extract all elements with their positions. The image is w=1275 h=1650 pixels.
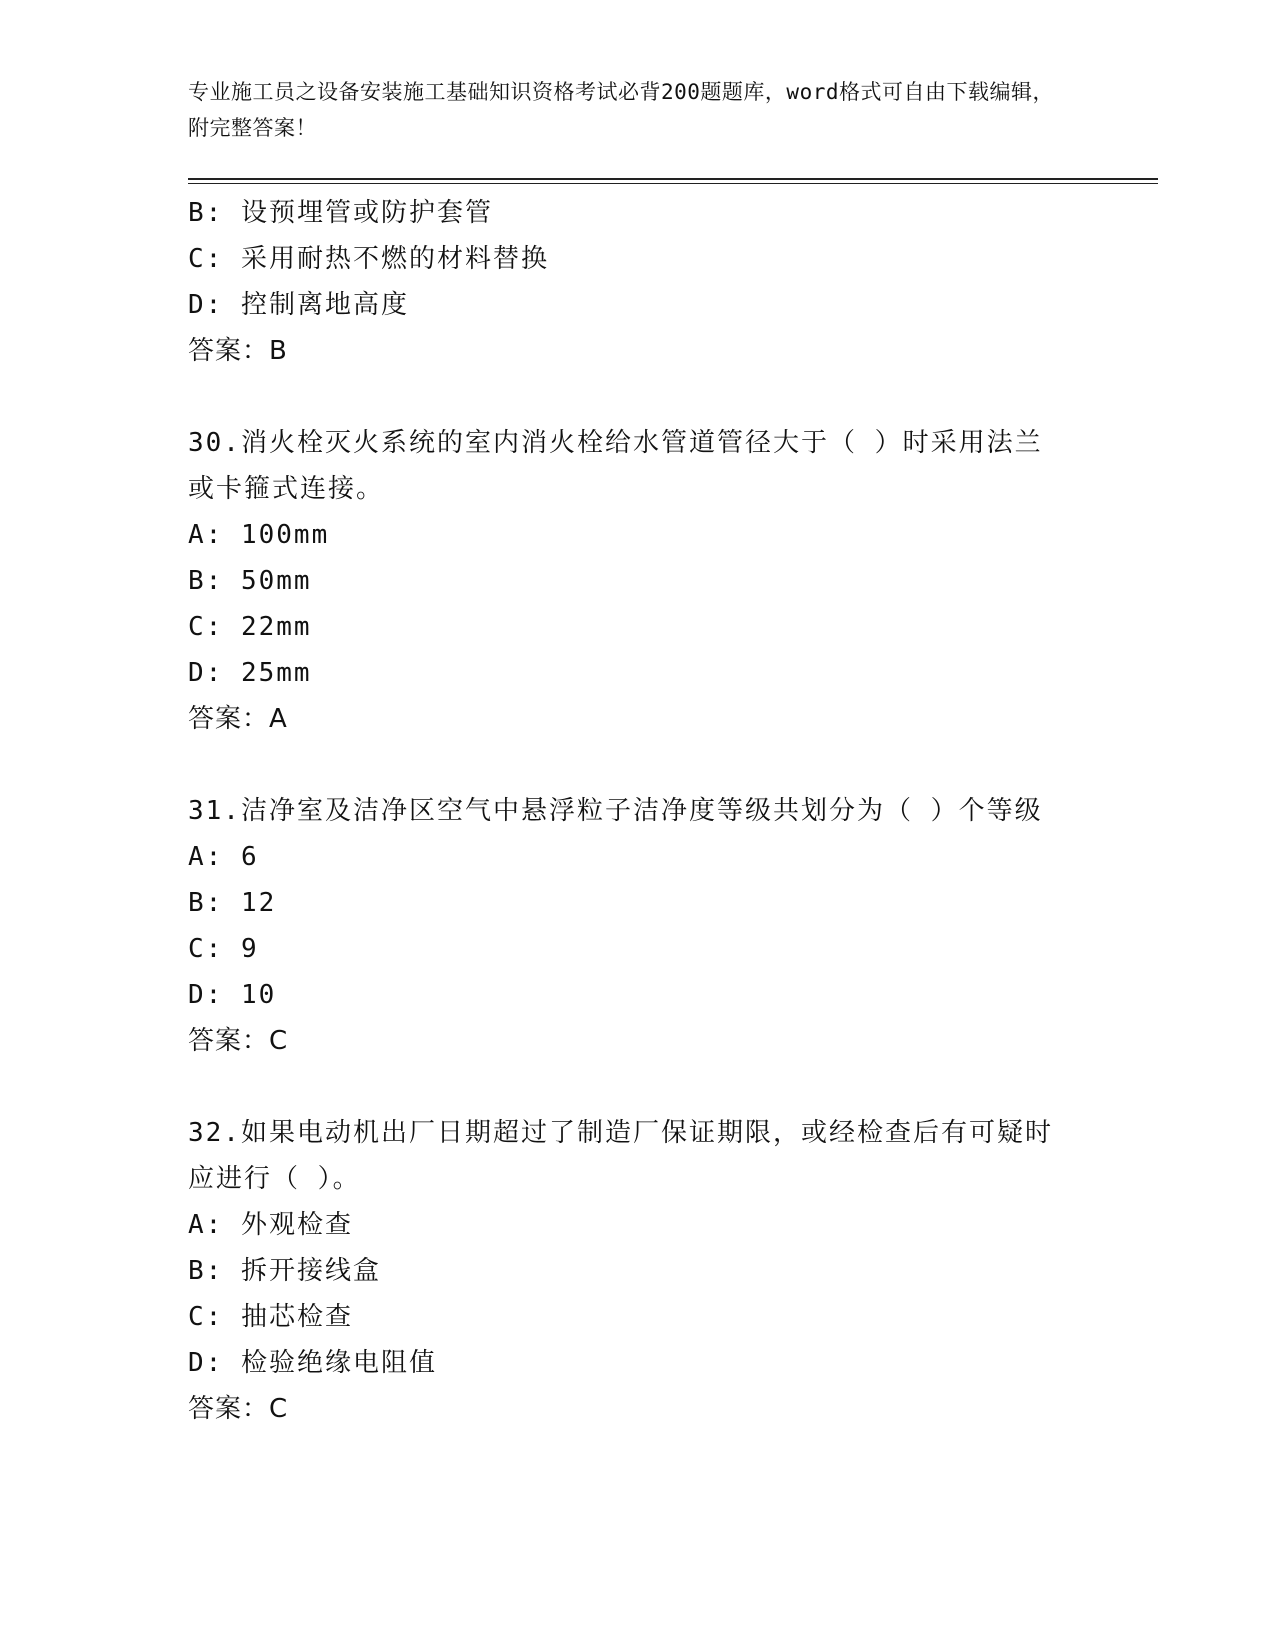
answer-label: 答案：B — [188, 336, 288, 366]
question-list — [188, 190, 1088, 1432]
question-text: 32.如果电动机出厂日期超过了制造厂保证期限，或经检查后有可疑时应进行（ ）。 — [188, 1118, 1053, 1194]
question-text: 31.洁净室及洁净区空气中悬浮粒子洁净度等级共划分为（ ）个等级 — [188, 796, 1043, 826]
option-b: B: 拆开接线盒 — [188, 1256, 381, 1286]
option-b: B: 50mm — [188, 566, 312, 596]
option-c: C: 22mm — [188, 612, 312, 642]
document-header: 专业施工员之设备安装施工基础知识资格考试必背200题题库，word格式可自由下载编辑，附完整答案！ — [188, 80, 1054, 140]
option-d: D: 控制离地高度 — [188, 290, 409, 320]
option-a: A: 外观检查 — [188, 1210, 353, 1240]
option-d: D: 25mm — [188, 658, 312, 688]
question-29-tail — [188, 190, 1088, 374]
header-divider-thick — [188, 178, 1158, 180]
option-b: B: 12 — [188, 888, 277, 918]
option-c: C: 抽芯检查 — [188, 1302, 353, 1332]
answer-label: 答案：C — [188, 1394, 289, 1424]
option-b: B: 设预埋管或防护套管 — [188, 198, 493, 228]
header-divider-thin — [188, 183, 1158, 184]
option-c: C: 9 — [188, 934, 259, 964]
option-a: A: 100mm — [188, 520, 330, 550]
option-d: D: 10 — [188, 980, 277, 1010]
question-32 — [188, 1110, 1088, 1432]
question-text: 30.消火栓灭火系统的室内消火栓给水管道管径大于（ ）时采用法兰或卡箍式连接。 — [188, 428, 1043, 504]
spacer — [188, 1064, 1088, 1110]
question-31 — [188, 788, 1088, 1064]
option-d: D: 检验绝缘电阻值 — [188, 1348, 437, 1378]
question-30 — [188, 420, 1088, 742]
answer-label: 答案：A — [188, 704, 288, 734]
option-c: C: 采用耐热不燃的材料替换 — [188, 244, 549, 274]
option-a: A: 6 — [188, 842, 259, 872]
answer-label: 答案：C — [188, 1026, 289, 1056]
spacer — [188, 742, 1088, 788]
spacer — [188, 374, 1088, 420]
